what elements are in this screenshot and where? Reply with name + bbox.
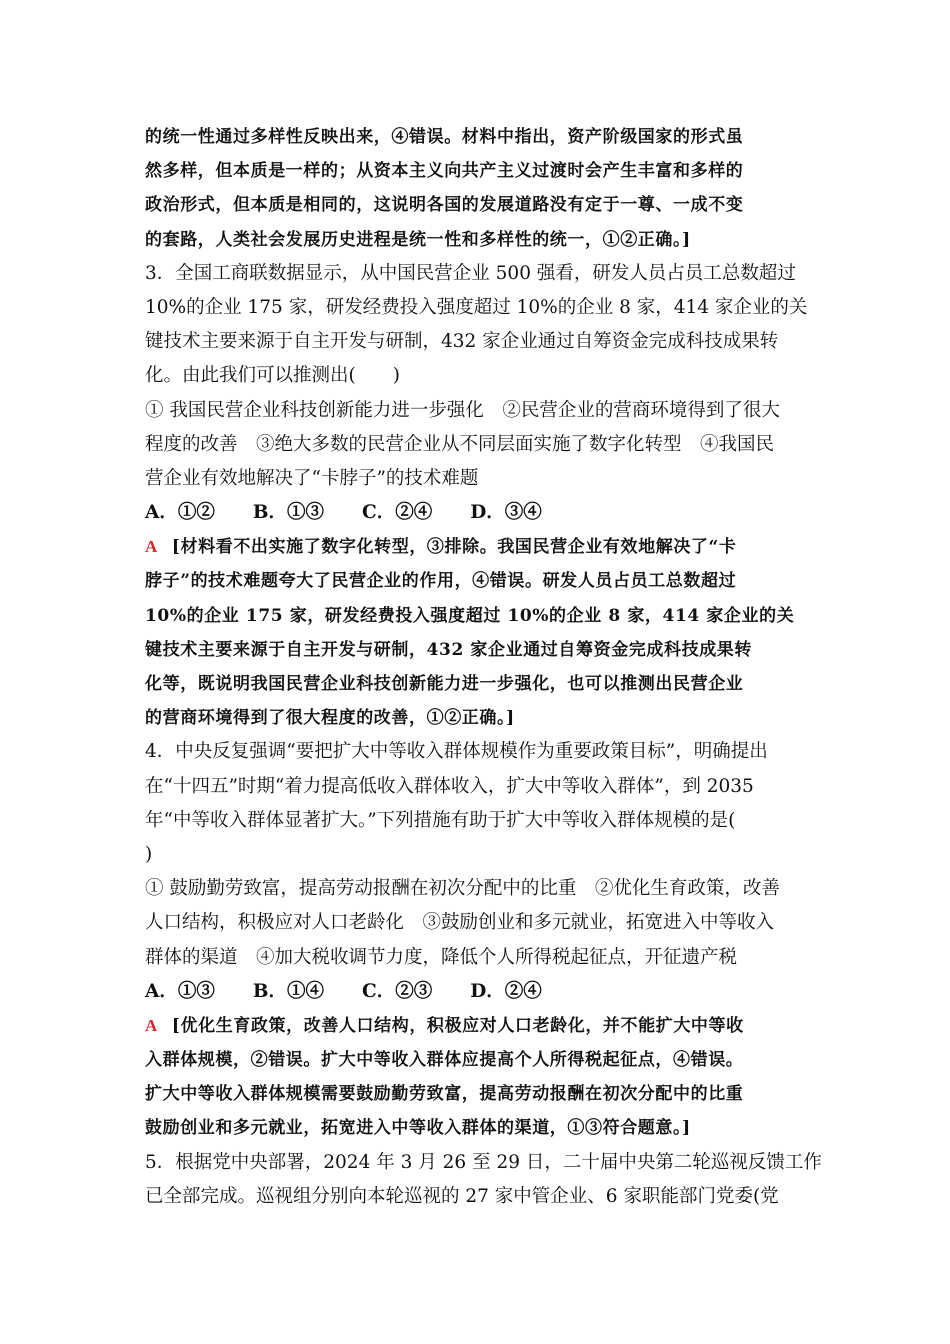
answer-letter: A (145, 1015, 158, 1035)
explanation-text: [优化生育政策，改善人口结构，积极应对人口老龄化，并不能扩大中等收 (171, 1015, 744, 1036)
explanation-line: 入群体规模，②错误。扩大中等收入群体应提高个人所得税起征点，④错误。 (145, 1050, 744, 1071)
explanation-line: 鼓励创业和多元就业，拓宽进入中等收入群体的渠道，①③符合题意。] (145, 1118, 691, 1139)
choice-b: B．①④ (252, 980, 324, 1002)
question-stem-line: 10%的企业 175 家，研发经费投入强度超过 10%的企业 8 家，414 家企业的关 (145, 296, 808, 318)
explanation-line: 脖子”的技术难题夸大了民营企业的作用，④错误。研发人员占员工总数超过 (145, 571, 737, 592)
explanation-line: 键技术主要来源于自主开发与研制，432 家企业通过自筹资金完成科技成果转 (145, 639, 753, 660)
statement-line: 群体的渠道 ④加大税收调节力度，降低个人所得税起征点，开征遗产税 (145, 946, 738, 968)
statement-line: ① 我国民营企业科技创新能力进一步强化 ②民营企业的营商环境得到了很大 (145, 399, 780, 421)
statement-line: ① 鼓励勤劳致富，提高劳动报酬在初次分配中的比重 ②优化生育政策，改善 (145, 878, 780, 900)
question-5 (145, 1146, 822, 1214)
explanation-line: 的套路，人类社会发展历史进程是统一性和多样性的统一，①②正确。] (145, 229, 691, 250)
choice-c: C．②③ (362, 980, 433, 1002)
statement-line: 程度的改善 ③绝大多数的民营企业从不同层面实施了数字化转型 ④我国民 (145, 433, 775, 455)
question-stem-line: ) (145, 843, 153, 865)
choice-c: C．②④ (362, 502, 433, 524)
explanation-line: 10%的企业 175 家，研发经费投入强度超过 10%的企业 8 家，414 家企业的关 (145, 605, 795, 626)
choice-a: A．①② (145, 502, 215, 524)
answer-line (145, 1009, 810, 1043)
question-stem-line: 5．根据党中央部署，2024 年 3 月 26 至 29 日，二十届中央第二轮巡视反馈工作 (145, 1151, 822, 1173)
explanation-line: 的营商环境得到了很大程度的改善，①②正确。] (145, 708, 515, 729)
statement-line: 营企业有效地解决了“卡脖子”的技术难题 (145, 467, 479, 489)
explanation-line: 扩大中等收入群体规模需要鼓励勤劳致富，提高劳动报酬在初次分配中的比重 (145, 1084, 744, 1105)
question-stem-line: 在“十四五”时期“着力提高低收入群体收入，扩大中等收入群体”，到 2035 (145, 775, 754, 797)
document-page (145, 120, 822, 1214)
answer-line (145, 530, 810, 564)
statement-line: 人口结构，积极应对人口老龄化 ③鼓励创业和多元就业，拓宽进入中等收入 (145, 912, 775, 934)
explanation-line: 化等，既说明我国民营企业科技创新能力进一步强化，也可以推测出民营企业 (145, 674, 744, 694)
question-stem-line: 3．全国工商联数据显示，从中国民营企业 500 强看，研发人员占员工总数超过 (145, 262, 796, 284)
question-stem-line: 4．中央反复强调“要把扩大中等收入群体规模作为重要政策目标”，明确提出 (145, 741, 768, 763)
choices-row (145, 496, 810, 530)
choice-a: A．①③ (145, 980, 215, 1002)
question-stem-line: 年“中等收入群体显著扩大。”下列措施有助于扩大中等收入群体规模的是( (145, 809, 736, 831)
question-stem-line: 键技术主要来源于自主开发与研制，432 家企业通过自筹资金完成科技成果转 (145, 331, 779, 353)
choices-row (145, 975, 810, 1009)
answer-letter: A (145, 537, 158, 557)
choice-d: D．②④ (470, 980, 542, 1002)
question-3 (145, 257, 810, 736)
choice-b: B．①③ (252, 502, 324, 524)
question-4 (145, 735, 810, 1145)
explanation-text: [材料看不出实施了数字化转型，③排除。我国民营企业有效地解决了“卡 (171, 537, 737, 558)
choice-d: D．③④ (470, 502, 542, 524)
q2-explanation (145, 120, 810, 257)
explanation-line: 然多样，但本质是一样的；从资本主义向共产主义过渡时会产生丰富和多样的 (145, 161, 744, 182)
explanation-line: 政治形式，但本质是相同的，这说明各国的发展道路没有定于一尊、一成不变 (145, 195, 744, 216)
question-stem-line: 已全部完成。巡视组分别向本轮巡视的 27 家中管企业、6 家职能部门党委(党 (145, 1185, 779, 1207)
explanation-line: 的统一性通过多样性反映出来，④错误。材料中指出，资产阶级国家的形式虽 (145, 127, 744, 147)
question-stem-line: 化。由此我们可以推测出( ) (145, 365, 400, 387)
